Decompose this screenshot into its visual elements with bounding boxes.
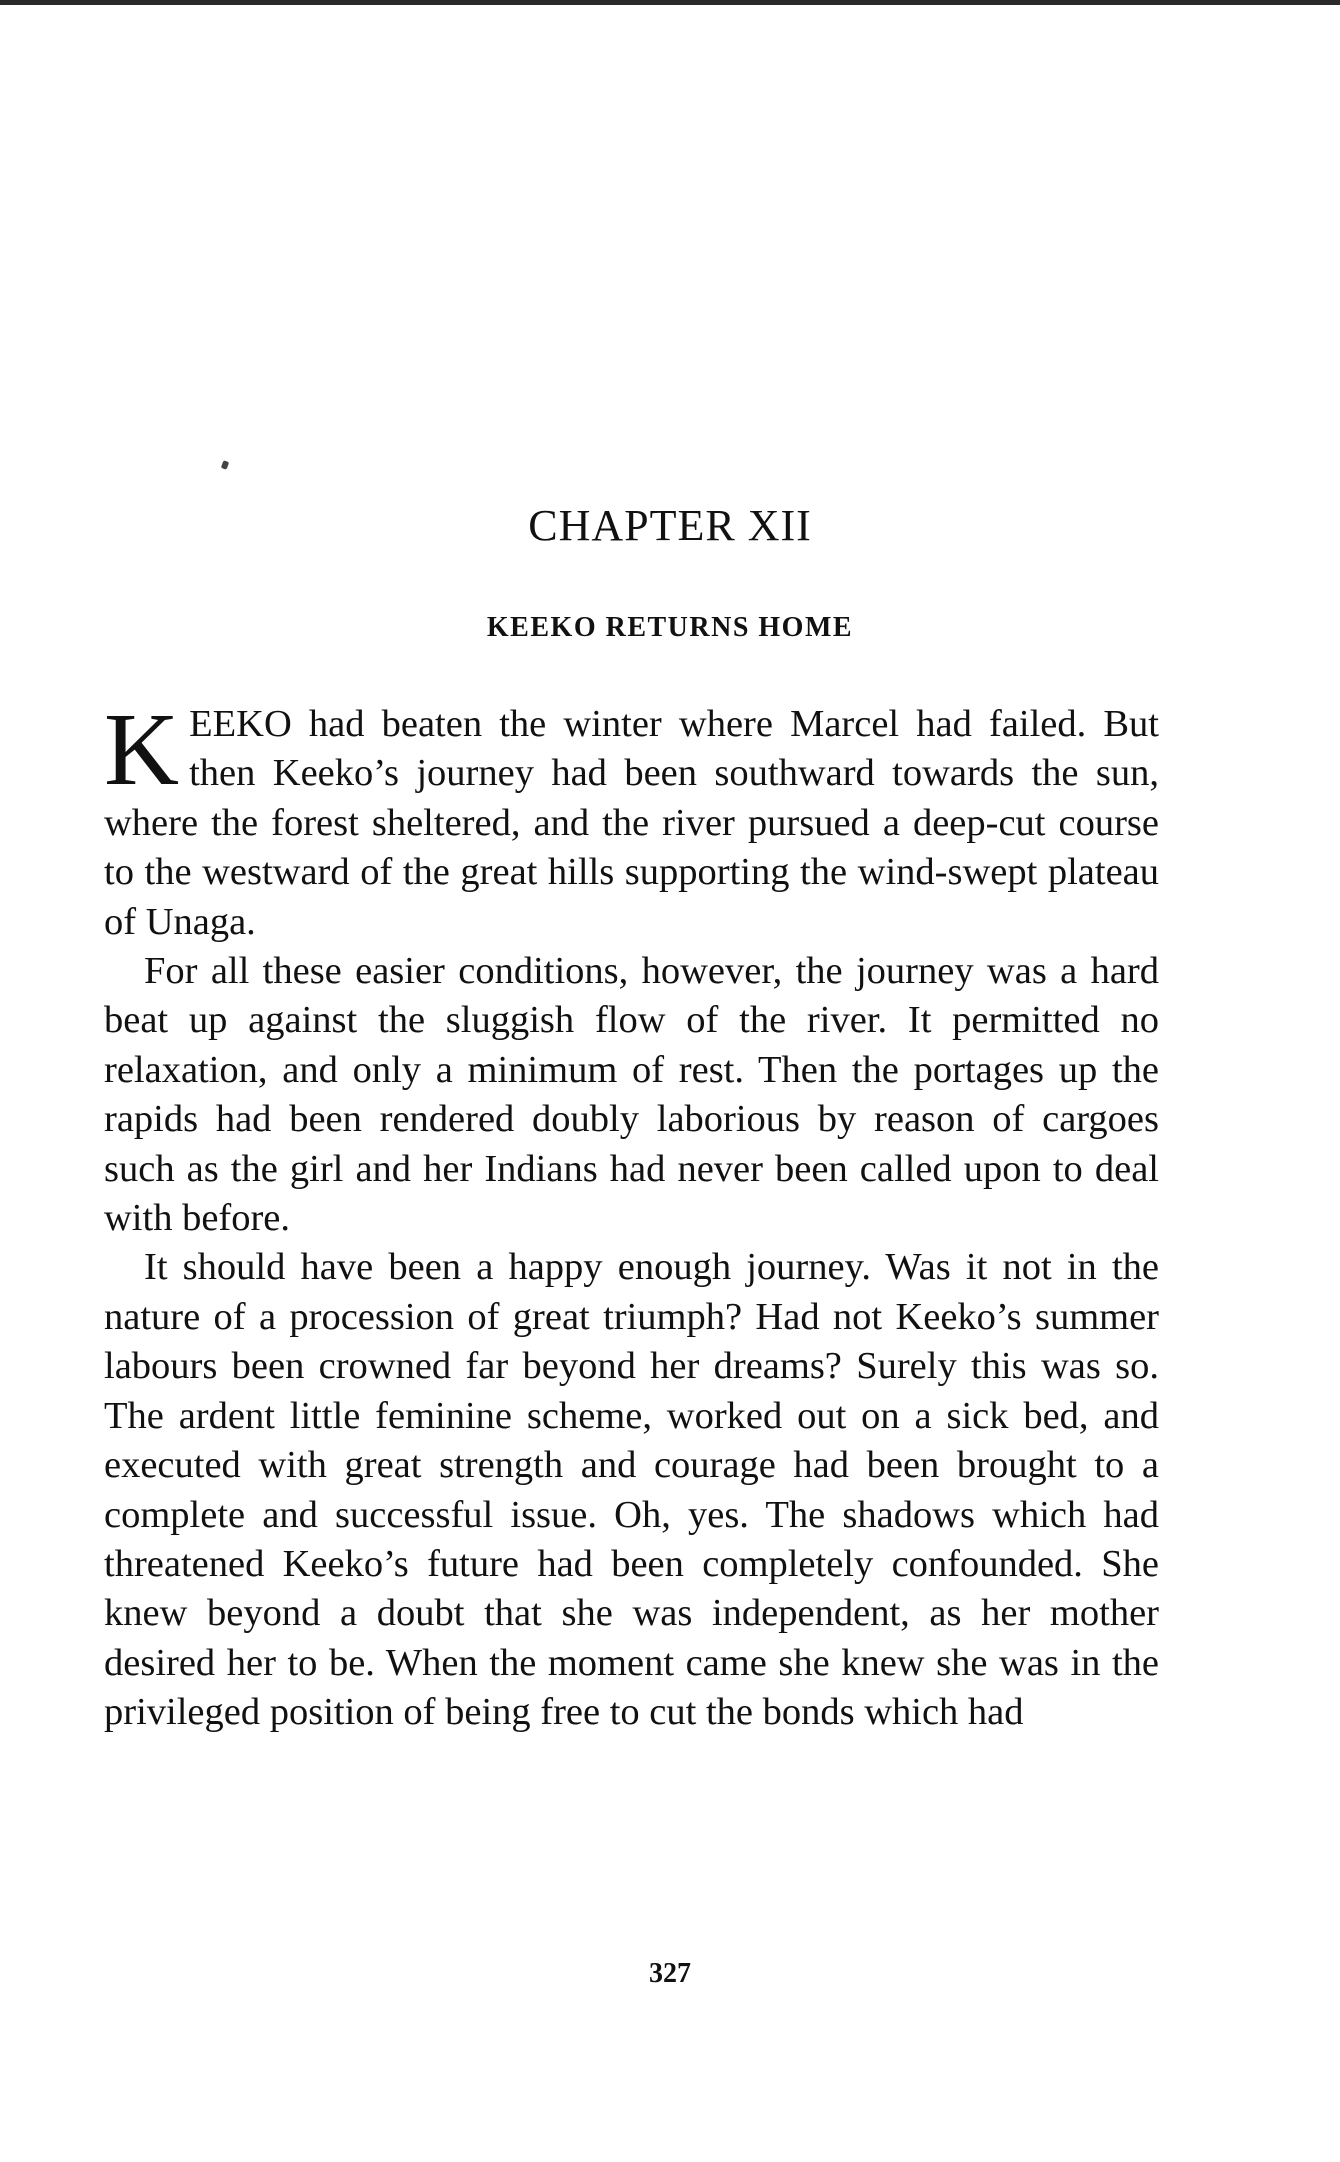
- print-speck: [221, 460, 229, 470]
- paragraph-3: It should have been a happy enough journey. Was it not in the nature of a procession of great triumph? Had not Keeko’s summer labours been crowned far beyond her dreams? Surely this was so. The ardent little feminine scheme, worked out on a sick bed, and executed with great strength and courage had been brought to a complete and successful issue. Oh, yes. The shadows which had threatened Keeko’s future had been completely confounded. She knew beyond a doubt that she was independent, as her mother desired her to be. When the moment came she knew she was in the privileged position of being free to cut the bonds which had: [104, 1246, 1159, 1734]
- paragraph-1-text: EEKO had beaten the winter where Marcel had failed. But then Keeko’s journey had been southward towards the sun, where the forest sheltered, and the river pursued a deep-cut course to the westward of the great hills supporting the wind-swept plateau of Unaga.: [104, 703, 1159, 943]
- chapter-body: [104, 692, 1159, 1738]
- top-edge-rule: [0, 0, 1340, 5]
- drop-cap: K: [104, 692, 180, 807]
- chapter-subtitle: KEEKO RETURNS HOME: [486, 612, 854, 643]
- page-number: 327: [649, 1958, 691, 1989]
- paragraph-1: [104, 692, 1159, 947]
- chapter-title: CHAPTER XII: [528, 501, 812, 550]
- paragraph-2: For all these easier conditions, however, the journey was a hard beat up against the sluggish flow of the river. It permitted no relaxation, and only a minimum of rest. Then the portages up the rapids had been rendered doubly laborious by reason of cargoes such as the girl and her Indians had never been called upon to deal with before.: [104, 950, 1159, 1240]
